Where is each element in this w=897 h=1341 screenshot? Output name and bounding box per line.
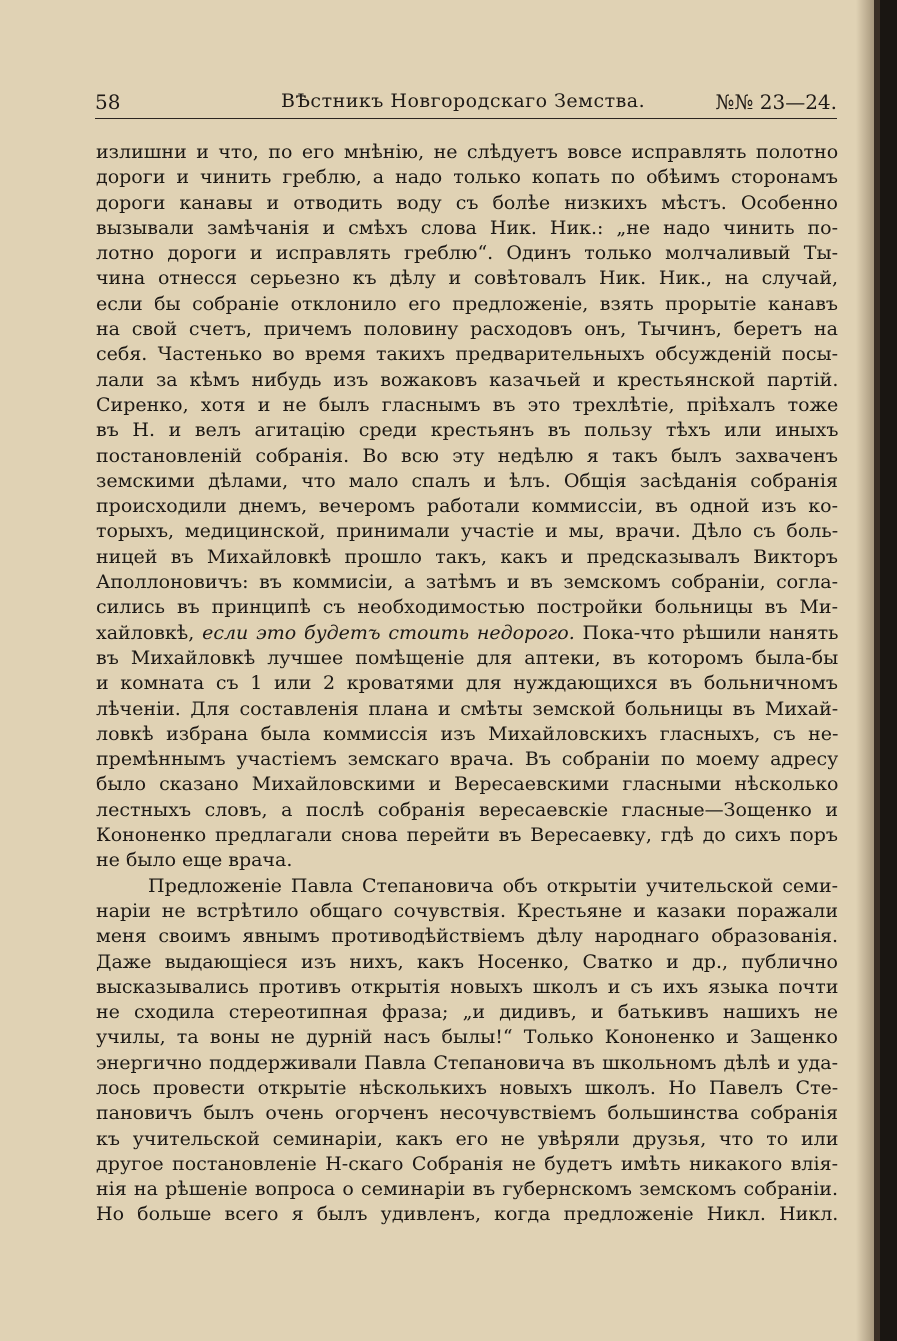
journal-title: ВѢстникъ Новгородскаго Земства. bbox=[281, 90, 646, 112]
text-line-final: не было еще врача. bbox=[96, 849, 293, 872]
text-line: высказывались противъ открытія новыхъ школъ и съ ихъ языка почти bbox=[96, 975, 839, 998]
text-line: сились въ принципѣ съ необходимостью постройки больницы въ Ми- bbox=[96, 596, 838, 619]
text-line: ловкѣ избрана была коммиссія изъ Михайловскихъ гласныхъ, съ не- bbox=[96, 722, 839, 745]
text-line: лось провести открытіе нѣсколькихъ новыхъ школъ. Но Павелъ Сте- bbox=[96, 1076, 839, 1099]
page-edge-shadow bbox=[856, 0, 874, 1341]
text-line: было сказано Михайловскими и Вересаевскими гласными нѣсколько bbox=[96, 773, 839, 796]
text-line: къ учительской семинаріи, какъ его не увѣряли друзья, что то или bbox=[96, 1127, 839, 1150]
text-line: лестныхъ словъ, а послѣ собранія вересаевскіе гласные—Зощенко и bbox=[96, 798, 838, 821]
text-line: другое постановленіе Н-скаго Собранія не будетъ имѣть никакого влія- bbox=[96, 1152, 838, 1175]
text-line: энергично поддерживали Павла Степановича въ школьномъ дѣлѣ и уда- bbox=[96, 1051, 838, 1074]
page-number: 58 bbox=[95, 90, 121, 114]
running-header bbox=[95, 88, 837, 119]
paragraph-1 bbox=[96, 140, 838, 874]
text-line: премѣннымъ участіемъ земскаго врача. Въ собраніи по моему адресу bbox=[96, 748, 839, 771]
text-line: лали за кѣмъ нибудь изъ вожаковъ казачьей и крестьянской партій. bbox=[96, 368, 839, 391]
text-run: хайловкѣ, bbox=[96, 621, 203, 644]
text-run: Пока-что рѣшили нанять bbox=[574, 621, 839, 644]
text-line: вызывали замѣчанія и смѣхъ слова Ник. Ник.: „не надо чинить по- bbox=[96, 216, 839, 239]
text-line: лѣченіи. Для составленія плана и смѣты земской больницы въ Михай- bbox=[96, 697, 839, 720]
text-line: ницей въ Михайловкѣ прошло такъ, какъ и предсказывалъ Викторъ bbox=[96, 545, 839, 568]
text-line: дороги канавы и отводить воду съ болѣе низкихъ мѣстъ. Особенно bbox=[96, 191, 838, 214]
text-line: и комната съ 1 или 2 кроватями для нуждающихся въ больничномъ bbox=[96, 672, 838, 695]
text-line: излишни и что, по его мнѣнію, не слѣдуетъ вовсе исправлять полотно bbox=[96, 141, 839, 163]
text-line: происходили днемъ, вечеромъ работали коммиссіи, въ одной изъ ко- bbox=[96, 495, 838, 518]
text-line: постановленій собранія. Во всю эту недѣлю я такъ былъ захваченъ bbox=[96, 444, 839, 467]
text-line: пановичъ былъ очень огорченъ несочувствіемъ большинства собранія bbox=[96, 1102, 838, 1125]
text-line: въ Михайловкѣ лучшее помѣщеніе для аптеки, въ которомъ была-бы bbox=[96, 646, 839, 669]
text-line: земскими дѣлами, что мало спалъ и ѣлъ. Общія засѣданія собранія bbox=[96, 469, 838, 492]
text-line: Но больше всего я былъ удивленъ, когда предложеніе Никл. Никл. bbox=[96, 1203, 839, 1226]
text-line: Аполлоновичъ: въ коммисіи, а затѣмъ и въ земскомъ собраніи, согла- bbox=[96, 571, 838, 594]
text-line: училы, та воны не дурній насъ былы!“ Только Кононенко и Защенко bbox=[96, 1026, 838, 1049]
text-line: лотно дороги и исправлять греблю“. Одинъ только молчаливый Ты- bbox=[96, 242, 838, 265]
text-line: въ Н. и велъ агитацію среди крестьянъ въ пользу тѣхъ или иныхъ bbox=[96, 419, 839, 442]
issue-number: №№ 23—24. bbox=[715, 90, 837, 114]
text-line: чина отнесся серьезно къ дѣлу и совѣтовалъ Ник. Ник., на случай, bbox=[96, 267, 839, 290]
text-line: если бы собраніе отклонило его предложеніе, взять прорытіе канавъ bbox=[96, 292, 838, 315]
text-line: дороги и чинить греблю, а надо только копать по обѣимъ сторонамъ bbox=[96, 166, 838, 189]
text-line-indented: Предложеніе Павла Степановича объ открытіи учительской семи- bbox=[148, 874, 839, 897]
italic-phrase: если это будетъ стоить недорого. bbox=[202, 621, 575, 644]
text-line: Кононенко предлагали снова перейти въ Вересаевку, гдѣ до сихъ поръ bbox=[96, 824, 838, 847]
text-line: Сиренко, хотя и не былъ гласнымъ въ это трехлѣтіе, пріѣхалъ тоже bbox=[96, 393, 839, 416]
text-line: наріи не встрѣтило общаго сочувствія. Крестьяне и казаки поражали bbox=[96, 899, 838, 922]
text-line: не сходила стереотипная фраза; „и дидивъ, и батькивъ нашихъ не bbox=[96, 1001, 839, 1024]
text-line: меня своимъ явнымъ противодѣйствіемъ дѣлу народнаго образованія. bbox=[96, 925, 839, 948]
text-line: нія на рѣшеніе вопроса о семинаріи въ губернскомъ земскомъ собраніи. bbox=[96, 1178, 838, 1201]
text-line: на свой счетъ, причемъ половину расходовъ онъ, Тычинъ, беретъ на bbox=[96, 318, 838, 341]
text-line: торыхъ, медицинской, принимали участіе и мы, врачи. Дѣло съ боль- bbox=[96, 520, 839, 543]
text-line-with-italic bbox=[96, 621, 838, 646]
paragraph-2 bbox=[96, 874, 838, 1228]
article-body bbox=[96, 140, 838, 1228]
text-line: Даже выдающіеся изъ нихъ, какъ Носенко, Сватко и др., публично bbox=[96, 950, 838, 973]
text-line: себя. Частенько во время такихъ предварительныхъ обсужденій посы- bbox=[96, 343, 838, 366]
